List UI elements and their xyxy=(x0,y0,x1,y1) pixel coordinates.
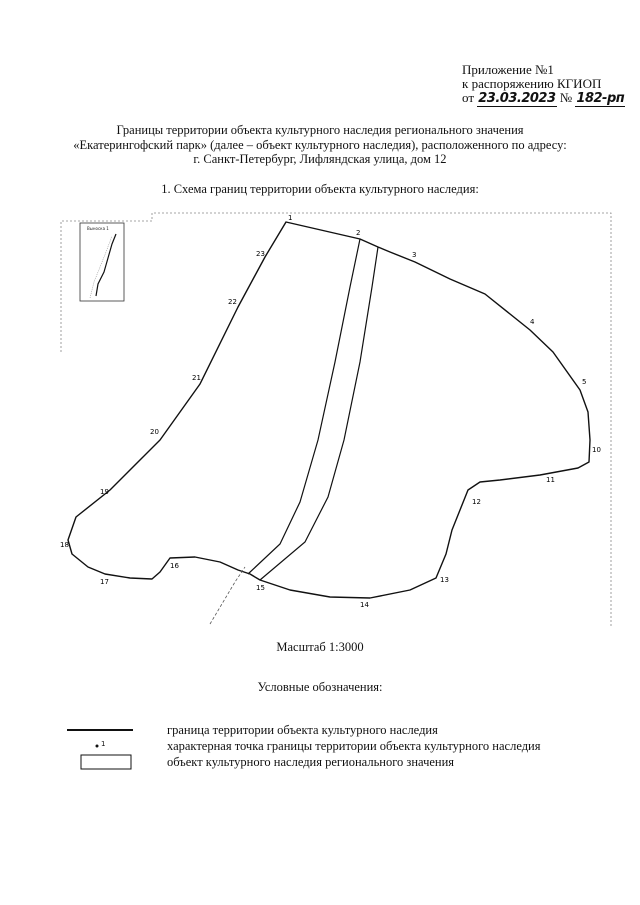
title-line2: «Екатерингофский парк» (далее – объект культурного наследия), расположенного по адресу: xyxy=(73,137,567,152)
inset-label: Выноска 1 xyxy=(87,226,109,231)
point-label: 11 xyxy=(546,476,555,484)
legend-item-heritage-object xyxy=(67,754,607,770)
legend-text-heritage-object: объект культурного наследия регионального значения xyxy=(167,755,455,769)
point-symbol xyxy=(67,738,133,754)
point-label: 19 xyxy=(100,488,109,496)
legend-text-boundary: граница территории объекта культурного наследия xyxy=(167,723,438,737)
strip-boundary-right xyxy=(260,247,378,580)
boundary-line-symbol xyxy=(67,722,133,738)
point-label: 22 xyxy=(228,298,237,306)
point-label: 20 xyxy=(150,428,159,436)
point-label: 21 xyxy=(192,374,201,382)
point-label: 14 xyxy=(360,601,369,609)
title-line3: г. Санкт-Петербург, Лифляндская улица, дом 12 xyxy=(193,152,447,166)
heritage-object-symbol xyxy=(67,754,133,770)
appendix-line2: к распоряжению КГИОП xyxy=(462,76,602,91)
date-value: 23.03.2023 xyxy=(478,91,556,106)
appendix-date-line xyxy=(462,91,625,106)
boundary-map xyxy=(60,212,612,628)
appendix-header xyxy=(462,63,625,106)
map-scale: Масштаб 1:3000 xyxy=(276,640,364,654)
point-label: 18 xyxy=(60,541,69,549)
number-value: 182-рп xyxy=(576,91,625,106)
strip-boundary-left xyxy=(248,239,360,574)
point-label: 16 xyxy=(170,562,179,570)
railway-line xyxy=(210,567,245,624)
point-label: 15 xyxy=(256,584,265,592)
point-label: 10 xyxy=(592,446,601,454)
legend-title: Условные обозначения: xyxy=(257,680,383,694)
point-label: 3 xyxy=(412,251,417,259)
appendix-line1: Приложение №1 xyxy=(462,62,554,77)
point-label: 17 xyxy=(100,578,109,586)
point-label: 13 xyxy=(440,576,449,584)
legend-text-point: характерная точка границы территории объекта культурного наследия xyxy=(167,739,541,753)
title-line1: Границы территории объекта культурного наследия регионального значения xyxy=(116,123,524,137)
point-label: 2 xyxy=(356,229,361,237)
territory-boundary xyxy=(68,222,590,598)
map-frame xyxy=(61,213,611,627)
document-title xyxy=(40,123,600,167)
legend-item-boundary xyxy=(67,722,607,738)
section-heading: 1. Схема границ территории объекта культурного наследия: xyxy=(161,182,479,196)
point-symbol-label: 1 xyxy=(101,740,106,748)
point-label: 23 xyxy=(256,250,265,258)
point-label: 5 xyxy=(582,378,587,386)
point-label: 4 xyxy=(530,318,535,326)
point-label: 12 xyxy=(472,498,481,506)
point-label: 1 xyxy=(288,214,293,222)
date-prefix: от xyxy=(462,90,475,105)
number-prefix: № xyxy=(559,90,573,105)
boundary-points xyxy=(60,214,601,609)
legend-item-point xyxy=(67,738,607,754)
